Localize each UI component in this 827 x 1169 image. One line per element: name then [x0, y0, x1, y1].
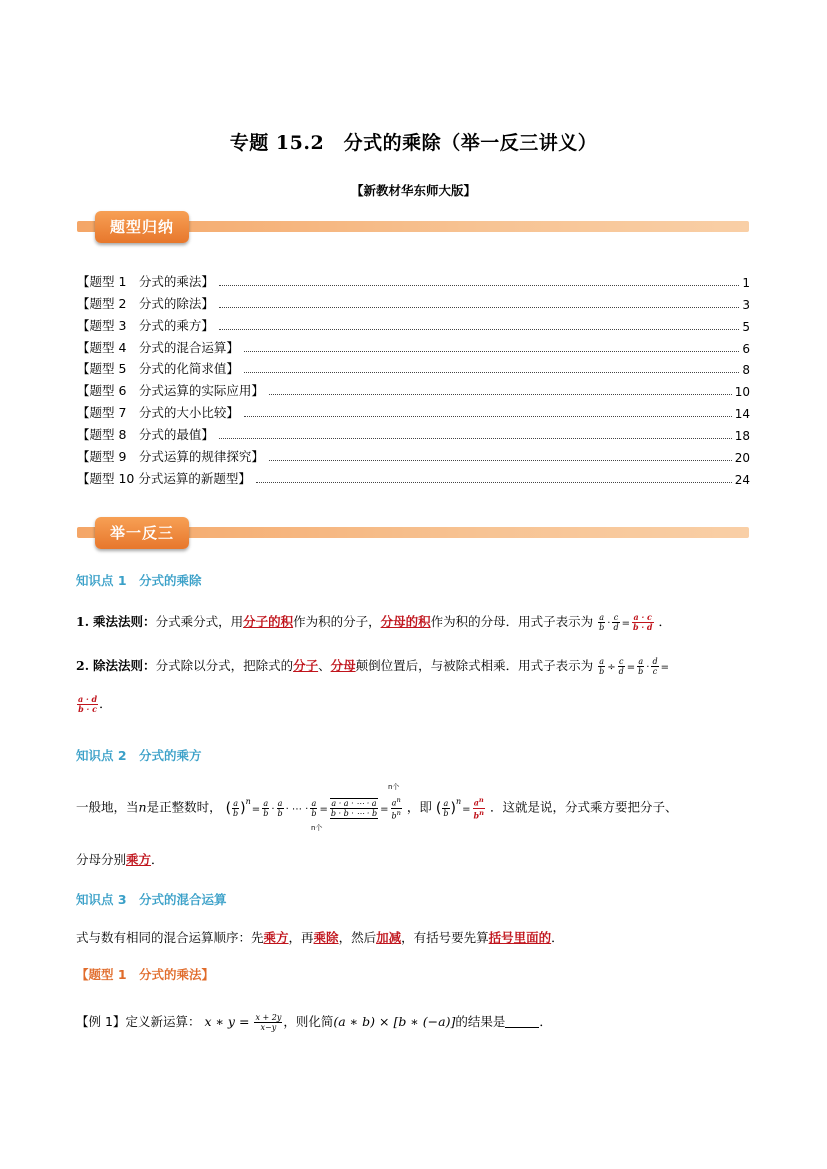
toc-label: 【题型 3 分式的乘方】 — [77, 317, 214, 333]
toc-page: 18 — [734, 429, 750, 444]
multiplication-rule — [76, 612, 671, 632]
highlight-numerator-product: 分子的积 — [243, 614, 294, 629]
toc-page: 10 — [734, 385, 750, 400]
toc-page: 3 — [742, 297, 750, 312]
practice-banner-tab: 举一反三 — [95, 517, 189, 549]
example-text: 的结果是 — [455, 1014, 506, 1029]
rule-text: 作为积的分子， — [293, 614, 381, 629]
fraction-c-over-d: $\frac{c}{d}$ — [613, 613, 619, 632]
mixed-operation-rule — [76, 928, 564, 946]
highlight-denominator: 分母 — [330, 658, 356, 673]
toc-label: 【题型 1 分式的乘法】 — [77, 273, 214, 289]
fraction-expanded-product: $\frac{a \cdot a \cdot \cdots \cdot a}{b \cdot b \cdot \cdots \cdot b}$ — [330, 798, 378, 818]
brace-label-n: n个 — [311, 824, 323, 832]
toc-page: 8 — [742, 363, 750, 378]
example-1 — [76, 1012, 552, 1032]
toc-leader — [269, 460, 732, 461]
toc-page: 20 — [734, 451, 750, 466]
toc-page: 1 — [742, 275, 750, 290]
summary-banner — [77, 211, 749, 243]
example-fraction-denominator: x−y — [260, 1023, 277, 1032]
toc-leader — [244, 351, 739, 352]
fraction-result: $\frac{a \cdot d}{b \cdot c}$ — [78, 694, 98, 714]
rule-separator: 、 — [318, 658, 331, 673]
knowledge-point-3-title: 知识点 3 分式的混合运算 — [76, 892, 227, 907]
example-expression-2: (a ∗ b) × [b ∗ (−a)] — [333, 1014, 456, 1029]
toc-row[interactable] — [77, 312, 750, 334]
toc-leader — [244, 416, 732, 417]
fraction-c-over-d: $\frac{c}{d}$ — [618, 657, 624, 676]
example-fraction — [254, 1013, 282, 1032]
toc-page: 14 — [734, 407, 750, 422]
toc-leader — [244, 372, 739, 373]
power-formula-short: ( $\frac{a}{b}$ )$^n$= $\frac{a^n}{b^n}$ — [435, 796, 484, 821]
fraction-an-over-bn: $\frac{a^n}{b^n}$ — [391, 796, 401, 821]
power-text: ．这就是说，分式乘方要把分子、 — [489, 799, 678, 815]
mixed-end: ． — [551, 930, 564, 945]
toc-page: 24 — [734, 472, 750, 487]
knowledge-point-3-heading — [76, 890, 227, 908]
example-section-heading: 【题型 1 分式的乘法】 — [76, 967, 215, 982]
toc-row[interactable] — [77, 377, 750, 399]
highlight-numerator: 分子 — [293, 658, 319, 673]
knowledge-point-2-heading — [76, 746, 202, 764]
rule-heading: 除法法则： — [93, 658, 156, 673]
fraction-result: $\frac{a \cdot c}{b \cdot d}$ — [632, 612, 653, 632]
highlight-denominator-product: 分母的积 — [380, 614, 431, 629]
fraction-a-over-b: $\frac{a}{b}$ — [599, 657, 605, 676]
division-formula-result — [76, 694, 112, 714]
division-rule — [76, 656, 670, 676]
toc-label: 【题型 5 分式的化简求值】 — [77, 361, 239, 377]
brace-label-top: n个 — [388, 783, 400, 791]
summary-banner-tab: 题型归纳 — [95, 211, 189, 243]
fraction-a-over-b: $\frac{a}{b}$ — [311, 798, 317, 818]
power-rule — [76, 796, 677, 820]
rule-text: 作为积的分母．用式子表示为 — [430, 614, 594, 629]
rule-end: ． — [658, 614, 671, 629]
fraction-a-over-b: $\frac{a}{b}$ — [233, 798, 239, 818]
highlight-add-subtract: 加减 — [376, 930, 402, 945]
fraction-d-over-c: $\frac{d}{c}$ — [652, 657, 658, 676]
toc-label: 【题型 9 分式运算的规律探究】 — [77, 449, 264, 465]
fraction-a-over-b: $\frac{a}{b}$ — [638, 657, 644, 676]
edition-subtitle: 【新教材华东师大版】 — [350, 183, 476, 198]
power-text: ． — [151, 852, 164, 867]
table-of-contents — [77, 268, 750, 487]
toc-label: 【题型 6 分式运算的实际应用】 — [77, 383, 264, 399]
division-formula: $\frac{a}{b}$ ÷ $\frac{c}{d}$ = $\frac{a}{b}$ · $\frac{d}{c}$ = — [599, 657, 669, 676]
multiplication-formula: $\frac{a}{b}$ · $\frac{c}{d}$ = $\frac{a \cdot c}{b \cdot d}$ — [599, 612, 653, 632]
toc-row[interactable] — [77, 421, 750, 443]
toc-page: 5 — [742, 319, 750, 334]
page-title: 专题 15.2 分式的乘除（举一反三讲义） — [229, 132, 598, 154]
power-text: 是正整数时， — [146, 799, 222, 815]
example-fraction-numerator: x + 2y — [255, 1013, 282, 1022]
rule-heading: 乘法法则： — [93, 614, 156, 629]
example-label: 【例 1】 — [76, 1014, 126, 1029]
toc-row[interactable] — [77, 268, 750, 290]
highlight-multiply-divide: 乘除 — [313, 930, 339, 945]
highlight-power: 乘方 — [263, 930, 289, 945]
example-expression: x ∗ y = — [204, 1014, 250, 1029]
practice-banner — [77, 517, 749, 549]
toc-page: 6 — [742, 341, 750, 356]
example-end: ． — [539, 1014, 552, 1029]
toc-row[interactable] — [77, 443, 750, 465]
rule-text: 分式除以分式，把除式的 — [155, 658, 294, 673]
power-text: ，即 — [406, 799, 432, 815]
knowledge-point-1-heading — [76, 571, 202, 589]
toc-leader — [219, 438, 732, 439]
rule-number: 2. — [76, 658, 90, 673]
example-text: 定义新运算： — [125, 1014, 201, 1029]
toc-row[interactable] — [77, 399, 750, 421]
toc-leader — [219, 285, 739, 286]
toc-label: 【题型 8 分式的最值】 — [77, 427, 214, 443]
toc-label: 【题型 10 分式运算的新题型】 — [77, 470, 251, 486]
mixed-text: ，再 — [288, 930, 314, 945]
fraction-result: $\frac{a^n}{b^n}$ — [473, 796, 484, 821]
toc-row[interactable] — [77, 290, 750, 312]
power-formula: ( $\frac{a}{b}$ )$^n$= $\frac{a}{b}$ · $\frac{a}{b}$ · ⋯ · $\frac{a}{b}$ = $\frac{a \cdot a \cdot \cdots \cdot a}{b \cdot b \cdot \cdots \cdot b}$ = $\frac{a^n}{b^n}$ — [225, 796, 401, 821]
highlight-power: 乘方 — [126, 852, 152, 867]
toc-leader — [256, 482, 732, 483]
toc-row[interactable] — [77, 356, 750, 378]
toc-label: 【题型 4 分式的混合运算】 — [77, 339, 239, 355]
toc-row[interactable] — [77, 334, 750, 356]
toc-leader — [219, 307, 739, 308]
knowledge-point-1-title: 知识点 1 分式的乘除 — [76, 573, 202, 588]
fraction-a-over-b: $\frac{a}{b}$ — [599, 613, 605, 632]
toc-label: 【题型 7 分式的大小比较】 — [77, 405, 239, 421]
mixed-text: 式与数有相同的混合运算顺序：先 — [76, 930, 264, 945]
rule-end: ． — [99, 696, 112, 711]
rule-text: 颠倒位置后，与被除式相乘．用式子表示为 — [355, 658, 594, 673]
answer-blank[interactable] — [505, 1016, 539, 1028]
power-text: 分母分别 — [76, 852, 127, 867]
mixed-text: ，然后 — [338, 930, 377, 945]
toc-leader — [269, 394, 732, 395]
fraction-a-over-b: $\frac{a}{b}$ — [263, 798, 269, 818]
mixed-text: ，有括号要先算 — [401, 930, 489, 945]
fraction-a-over-b: $\frac{a}{b}$ — [277, 798, 283, 818]
power-rule-line2 — [76, 850, 164, 868]
knowledge-point-2-title: 知识点 2 分式的乘方 — [76, 748, 202, 763]
toc-label: 【题型 2 分式的除法】 — [77, 295, 214, 311]
toc-row[interactable] — [77, 465, 750, 487]
power-text: 一般地，当 — [76, 799, 139, 815]
rule-number: 1. — [76, 614, 90, 629]
highlight-parentheses: 括号里面的 — [488, 930, 552, 945]
fraction-a-over-b: $\frac{a}{b}$ — [443, 798, 449, 818]
example-text: ，则化简 — [283, 1014, 334, 1029]
rule-text: 分式乘分式，用 — [155, 614, 244, 629]
variable-n: n — [138, 799, 147, 815]
toc-leader — [219, 329, 739, 330]
